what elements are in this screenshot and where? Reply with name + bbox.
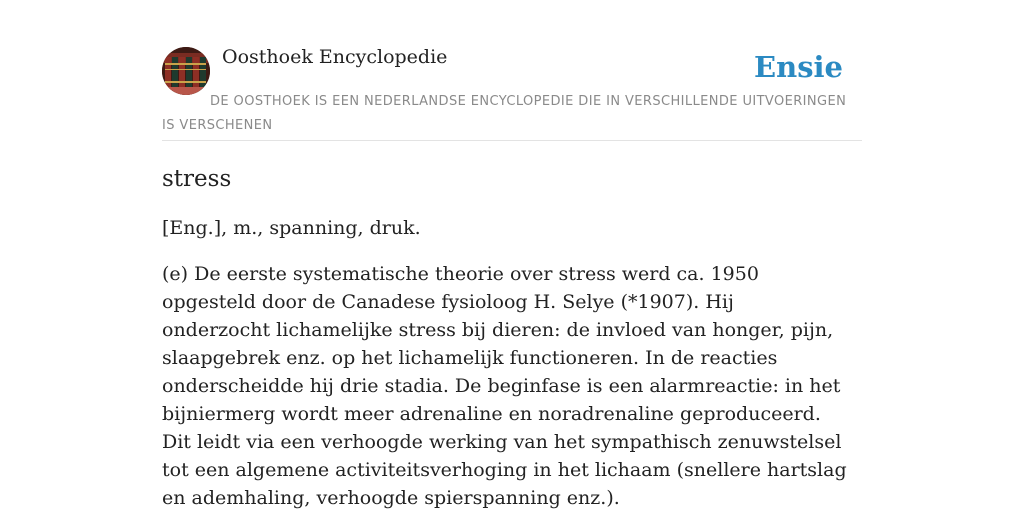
source-tagline: DE OOSTHOEK IS EEN NEDERLANDSE ENCYCLOPEDIE DIE IN VERSCHILLENDE UITVOERINGEN IS VERSCHENEN (162, 94, 847, 133)
ensie-logo-link[interactable]: Ensie (754, 50, 843, 84)
entry-definition: [Eng.], m., spanning, druk. (162, 217, 421, 239)
source-name[interactable]: Oosthoek Encyclopedie (222, 46, 448, 68)
entry-title: stress (162, 166, 232, 192)
encyclopedia-books-icon[interactable] (162, 47, 210, 95)
entry-body: (e) De eerste systematische theorie over stress werd ca. 1950 opgesteld door de Canadese fysioloog H. Selye (*1907). Hij onderzocht lichamelijke stress bij dieren: de invloed van honger, pijn, slaapgebrek enz. op het lichamelijk functioneren. In de reacties onderscheidde hij drie stadia. De beginfase is een alarmreactie: in het bijniermerg wordt meer adrenaline en noradrenaline geproduceerd. Dit leidt via een verhoogde werking van het sympathisch zenuwstelsel tot een algemene activiteitsverhoging in het lichaam (snellere hartslag en ademhaling, verhoogde spierspanning enz.). (162, 263, 847, 509)
entry-content (162, 162, 862, 512)
source-header (162, 46, 862, 141)
